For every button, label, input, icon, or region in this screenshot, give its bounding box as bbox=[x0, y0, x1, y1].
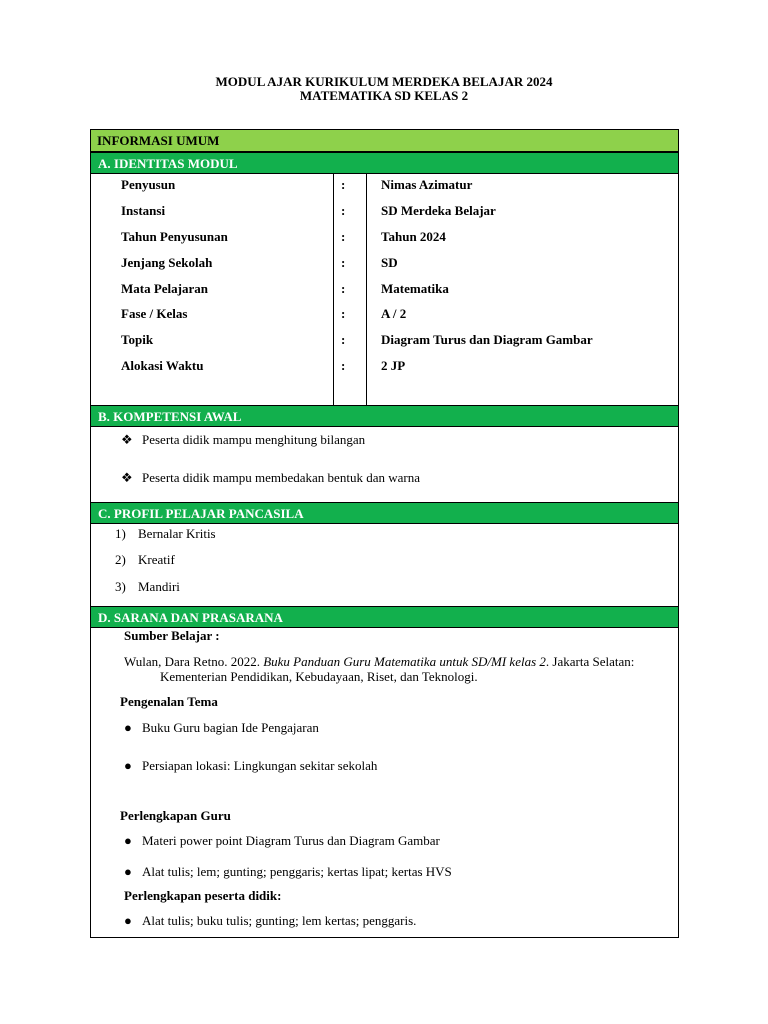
bullet-icon: ● bbox=[124, 864, 132, 879]
identity-colon: : bbox=[341, 358, 346, 373]
identity-colon: : bbox=[341, 177, 346, 192]
tema-item: Persiapan lokasi: Lingkungan sekitar sekolah bbox=[142, 758, 378, 773]
identity-label-jenjang: Jenjang Sekolah bbox=[121, 255, 213, 270]
document-subtitle: MATEMATIKA SD KELAS 2 bbox=[299, 88, 469, 103]
identity-label-mapel: Mata Pelajaran bbox=[121, 281, 209, 296]
perlengkapan-siswa-label: Perlengkapan peserta didik: bbox=[124, 888, 282, 903]
identity-colon: : bbox=[341, 229, 346, 244]
guru-item: Alat tulis; lem; gunting; penggaris; kertas lipat; kertas HVS bbox=[142, 864, 452, 879]
identity-value-topik: Diagram Turus dan Diagram Gambar bbox=[381, 332, 593, 347]
bullet-icon: ● bbox=[124, 720, 132, 735]
list-number: 3) bbox=[115, 579, 126, 594]
identity-label-instansi: Instansi bbox=[121, 203, 166, 218]
informasi-umum-header: INFORMASI UMUM bbox=[91, 130, 678, 152]
diamond-bullet-icon: ❖ bbox=[121, 432, 133, 447]
identity-label-alokasi: Alokasi Waktu bbox=[121, 358, 204, 373]
document-title: MODUL AJAR KURIKULUM MERDEKA BELAJAR 2024 bbox=[215, 74, 553, 89]
column-divider-left bbox=[333, 174, 334, 405]
profil-item: Bernalar Kritis bbox=[138, 526, 216, 541]
guru-item: Materi power point Diagram Turus dan Diagram Gambar bbox=[142, 833, 440, 848]
module-table bbox=[90, 129, 679, 938]
siswa-item: Alat tulis; buku tulis; gunting; lem kertas; penggaris. bbox=[142, 913, 417, 928]
identity-value-jenjang: SD bbox=[381, 255, 398, 270]
identity-label-tahun: Tahun Penyusunan bbox=[121, 229, 228, 244]
pengenalan-tema-label: Pengenalan Tema bbox=[120, 694, 218, 709]
identity-colon: : bbox=[341, 306, 346, 321]
tema-item: Buku Guru bagian Ide Pengajaran bbox=[142, 720, 319, 735]
identitas-modul-header: A. IDENTITAS MODUL bbox=[91, 152, 678, 174]
reference-line-1: Wulan, Dara Retno. 2022. Buku Panduan Guru Matematika untuk SD/MI kelas 2. Jakarta Selatan: bbox=[124, 654, 635, 669]
identity-label-topik: Topik bbox=[121, 332, 154, 347]
diamond-bullet-icon: ❖ bbox=[121, 470, 133, 485]
identity-colon: : bbox=[341, 332, 346, 347]
column-divider-right bbox=[366, 174, 367, 405]
profil-item: Mandiri bbox=[138, 579, 180, 594]
identity-colon: : bbox=[341, 255, 346, 270]
list-number: 2) bbox=[115, 552, 126, 567]
sumber-belajar-label: Sumber Belajar : bbox=[124, 628, 220, 643]
profil-pancasila-header: C. PROFIL PELAJAR PANCASILA bbox=[91, 502, 678, 524]
bullet-icon: ● bbox=[124, 913, 132, 928]
identity-label-fase: Fase / Kelas bbox=[121, 306, 188, 321]
identity-value-alokasi: 2 JP bbox=[381, 358, 406, 373]
kompetensi-awal-header: B. KOMPETENSI AWAL bbox=[91, 405, 678, 427]
identity-value-tahun: Tahun 2024 bbox=[381, 229, 446, 244]
identity-value-penyusun: Nimas Azimatur bbox=[381, 177, 473, 192]
identity-value-fase: A / 2 bbox=[381, 306, 407, 321]
sarana-prasarana-header: D. SARANA DAN PRASARANA bbox=[91, 606, 678, 628]
perlengkapan-guru-label: Perlengkapan Guru bbox=[120, 808, 231, 823]
kompetensi-item: Peserta didik mampu menghitung bilangan bbox=[142, 432, 366, 447]
reference-publisher: Kementerian Pendidikan, Kebudayaan, Riset, dan Teknologi. bbox=[160, 669, 478, 684]
identity-colon: : bbox=[341, 203, 346, 218]
list-number: 1) bbox=[115, 526, 126, 541]
identity-value-instansi: SD Merdeka Belajar bbox=[381, 203, 496, 218]
kompetensi-item: Peserta didik mampu membedakan bentuk dan warna bbox=[142, 470, 420, 485]
bullet-icon: ● bbox=[124, 833, 132, 848]
identity-label-penyusun: Penyusun bbox=[121, 177, 176, 192]
identity-colon: : bbox=[341, 281, 346, 296]
profil-item: Kreatif bbox=[138, 552, 175, 567]
bullet-icon: ● bbox=[124, 758, 132, 773]
identity-value-mapel: Matematika bbox=[381, 281, 449, 296]
